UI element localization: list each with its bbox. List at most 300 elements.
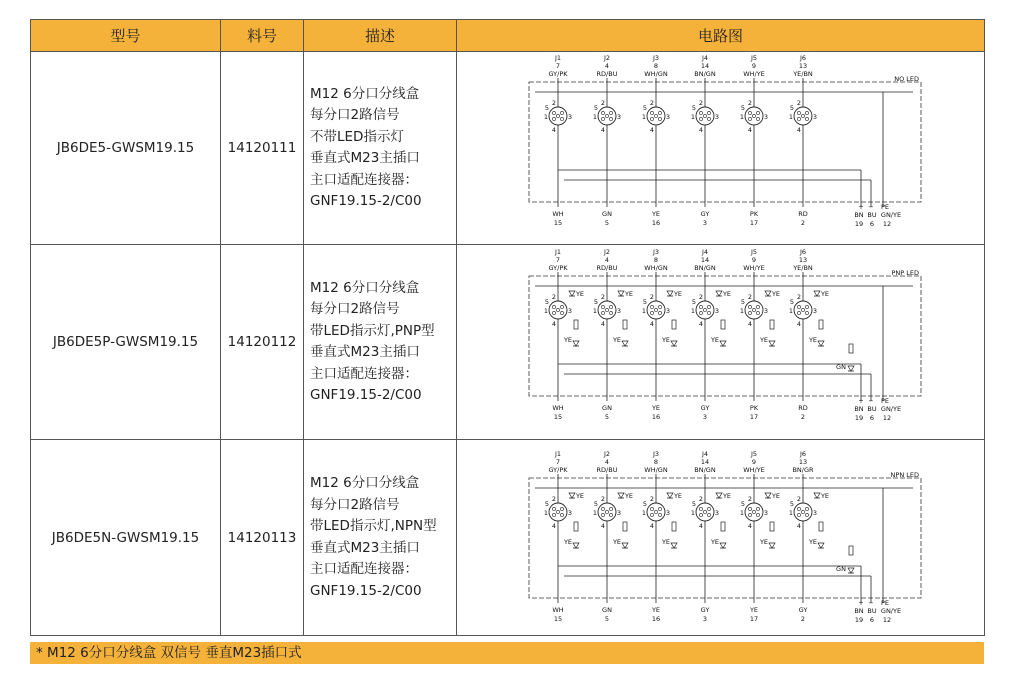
pin-dot-icon	[797, 305, 800, 308]
pin-label: 1	[788, 508, 793, 517]
jack-id-label: J4	[701, 248, 708, 256]
pin-dot-icon	[658, 507, 661, 510]
jack-color-label: GY/PK	[547, 465, 568, 474]
pin-dot-icon	[560, 513, 563, 516]
jack-color-label: WH/YE	[742, 264, 765, 272]
pin-dot-icon	[699, 117, 702, 120]
part-no-cell: 14120112	[221, 245, 304, 440]
pin-dot-icon	[601, 117, 604, 120]
led-diode-icon	[765, 291, 771, 296]
pin-dot-icon	[756, 305, 759, 308]
led-color-label: YE	[771, 290, 780, 298]
pin19-label: 19	[854, 615, 863, 624]
led-diode-icon	[720, 543, 726, 548]
pe-label: PE	[880, 397, 889, 405]
pin-dot-icon	[609, 117, 612, 120]
jack-id-label: J2	[603, 248, 610, 256]
pin-dot-icon	[650, 111, 653, 114]
pin-label: 5	[593, 104, 598, 112]
desc-line: 垂直式M23主插口	[310, 344, 420, 360]
resistor-icon	[672, 320, 676, 329]
pin-label: 2	[698, 494, 703, 503]
jack-pin-label: 14	[700, 256, 709, 264]
led-color-label: YE	[808, 537, 817, 546]
pin-dot-icon	[797, 513, 800, 516]
led-diode-icon	[667, 493, 673, 498]
pin-dot-icon	[805, 513, 808, 516]
jack-pin-label: 4	[604, 457, 609, 466]
pin-dot-icon	[601, 111, 604, 114]
jack-pin-label: 14	[700, 62, 709, 70]
desc-line: GNF19.15-2/C00	[310, 582, 422, 599]
jack-color-label: RD/BU	[596, 465, 617, 474]
output-pin-label: 15	[553, 413, 562, 421]
pin-label: 1	[788, 307, 793, 315]
output-pin-label: 16	[651, 219, 660, 227]
table-row	[31, 52, 985, 245]
power-plus-label: +	[857, 598, 864, 607]
desc-line: 每分口2路信号	[310, 496, 400, 513]
pin-dot-icon	[748, 513, 751, 516]
description-cell	[304, 440, 457, 636]
model-cell: JB6DE5-GWSM19.15	[31, 52, 221, 245]
pin-label: 2	[649, 494, 654, 503]
led-diode-icon	[671, 341, 677, 346]
pin-dot-icon	[703, 510, 706, 513]
led-color-label: YE	[820, 491, 829, 500]
pin-dot-icon	[703, 114, 706, 117]
description-cell	[304, 245, 457, 440]
led-color-label: YE	[661, 336, 670, 344]
jack-id-label: J6	[799, 449, 806, 458]
jack-pin-label: 7	[555, 256, 560, 264]
pin-dot-icon	[650, 513, 653, 516]
pin-dot-icon	[560, 117, 563, 120]
pin-dot-icon	[609, 507, 612, 510]
jack-id-label: J3	[652, 248, 659, 256]
pin-label: 1	[543, 307, 548, 315]
led-diode-icon	[765, 493, 771, 498]
power-minus-label: −	[867, 397, 874, 405]
bn-label: BN	[853, 405, 864, 413]
pin12-label: 12	[882, 414, 891, 422]
pin6-label: 6	[869, 414, 874, 422]
output-pin-label: 17	[749, 614, 758, 623]
pin-dot-icon	[797, 507, 800, 510]
pin-label: 4	[796, 521, 801, 530]
pin-label: 5	[740, 499, 745, 508]
pin-dot-icon	[756, 117, 759, 120]
part-no-cell: 14120113	[221, 440, 304, 636]
jack-color-label: WH/GN	[643, 465, 668, 474]
resistor-icon	[672, 522, 676, 531]
desc-line: 垂直式M23主插口	[310, 539, 420, 556]
jack-pin-label: 13	[798, 62, 807, 70]
jack-color-label: WH/GN	[643, 70, 668, 78]
pin-label: 3	[714, 113, 719, 121]
output-color-label: WH	[551, 404, 564, 412]
jack-id-label: J1	[554, 449, 561, 458]
led-color-label: YE	[612, 336, 621, 344]
resistor-icon	[574, 320, 578, 329]
pin-dot-icon	[707, 513, 710, 516]
jack-pin-label: 8	[653, 256, 658, 264]
jack-color-label: YE/BN	[792, 264, 813, 272]
pin-label: 4	[747, 320, 752, 328]
led-diode-icon	[769, 341, 775, 346]
pin-label: 4	[796, 320, 801, 328]
pin-label: 2	[698, 99, 703, 107]
pin-dot-icon	[748, 117, 751, 120]
led-color-label: GN	[835, 564, 846, 573]
jack-id-label: J6	[799, 54, 806, 62]
gnye-label: GN/YE	[880, 211, 901, 219]
pin-dot-icon	[650, 305, 653, 308]
led-diode-icon	[618, 493, 624, 498]
pin12-label: 12	[882, 220, 891, 228]
resistor-icon	[623, 320, 627, 329]
pin-label: 2	[796, 293, 801, 301]
led-color-label: YE	[673, 491, 682, 500]
pin-label: 2	[747, 293, 752, 301]
desc-line: 主口适配连接器：	[310, 561, 418, 577]
pin-dot-icon	[601, 305, 604, 308]
pin-label: 1	[592, 508, 597, 517]
led-diode-icon	[667, 291, 673, 296]
output-pin-label: 2	[800, 413, 805, 421]
led-color-label: YE	[759, 336, 768, 344]
desc-line: GNF19.15-2/C00	[310, 193, 422, 209]
pin-label: 5	[691, 499, 696, 508]
table-row	[31, 245, 985, 440]
led-diode-icon	[769, 543, 775, 548]
pin-label: 3	[616, 508, 621, 517]
jack-color-label: BN/GR	[791, 465, 814, 474]
table-header-row	[31, 20, 985, 52]
output-pin-label: 3	[702, 219, 707, 227]
pin-label: 5	[593, 499, 598, 508]
pin-label: 5	[740, 104, 745, 112]
jack-pin-label: 9	[751, 62, 756, 70]
pin-dot-icon	[650, 117, 653, 120]
bn-label: BN	[853, 211, 864, 219]
pin-label: 1	[739, 508, 744, 517]
pin-label: 1	[592, 307, 597, 315]
pin-label: 3	[616, 307, 621, 315]
output-pin-label: 5	[604, 413, 609, 421]
led-type-label: PNP LED	[890, 269, 919, 277]
desc-line: GNF19.15-2/C00	[310, 387, 422, 403]
pin-dot-icon	[805, 117, 808, 120]
jack-color-label: RD/BU	[596, 70, 617, 78]
jack-id-label: J5	[750, 449, 757, 458]
pin-dot-icon	[658, 513, 661, 516]
jack-color-label: WH/YE	[742, 70, 765, 78]
pin-label: 1	[641, 508, 646, 517]
desc-line: 每分口2路信号	[310, 301, 400, 317]
jack-pin-label: 7	[555, 62, 560, 70]
pin-label: 1	[641, 307, 646, 315]
pin19-label: 19	[854, 414, 863, 422]
jack-pin-label: 7	[555, 457, 560, 466]
pin-dot-icon	[756, 111, 759, 114]
led-diode-icon	[814, 493, 820, 498]
pin-dot-icon	[699, 513, 702, 516]
output-color-label: RD	[797, 210, 808, 218]
led-diode-icon	[569, 291, 575, 296]
output-color-label: GN	[601, 210, 612, 218]
output-color-label: WH	[551, 210, 564, 218]
output-color-label: GY	[700, 210, 709, 218]
jack-pin-label: 4	[604, 256, 609, 264]
pin6-label: 6	[869, 615, 874, 624]
led-type-label: NO LED	[893, 75, 919, 83]
led-color-label: YE	[575, 290, 584, 298]
pe-label: PE	[880, 598, 889, 607]
pin-dot-icon	[797, 117, 800, 120]
pin-label: 3	[616, 113, 621, 121]
pin-label: 4	[600, 320, 605, 328]
output-color-label: YE	[651, 404, 660, 412]
pin-label: 4	[698, 320, 703, 328]
pin-label: 4	[551, 126, 556, 134]
pin-label: 4	[649, 521, 654, 530]
led-color-label: YE	[624, 491, 633, 500]
bu-label: BU	[866, 606, 877, 615]
pin-label: 2	[551, 99, 556, 107]
pin-label: 4	[698, 521, 703, 530]
pin-label: 3	[812, 113, 817, 121]
pin-label: 3	[763, 508, 768, 517]
pin-label: 4	[747, 126, 752, 134]
pin-dot-icon	[654, 308, 657, 311]
output-color-label: WH	[551, 605, 564, 614]
output-pin-label: 2	[800, 614, 805, 623]
led-color-label: YE	[722, 491, 731, 500]
pin-dot-icon	[552, 305, 555, 308]
pin-label: 2	[747, 99, 752, 107]
pin-dot-icon	[756, 311, 759, 314]
pin-label: 3	[567, 307, 572, 315]
desc-line: 带LED指示灯,NPN型	[310, 518, 437, 534]
pin-dot-icon	[560, 311, 563, 314]
pin-label: 3	[665, 307, 670, 315]
pin-dot-icon	[752, 114, 755, 117]
jack-pin-label: 8	[653, 62, 658, 70]
pin-label: 4	[649, 126, 654, 134]
pin-dot-icon	[601, 507, 604, 510]
pin-dot-icon	[801, 308, 804, 311]
pin-dot-icon	[805, 111, 808, 114]
desc-line: M12 6分口分线盒	[310, 279, 420, 296]
resistor-icon	[721, 320, 725, 329]
pin-label: 5	[789, 104, 794, 112]
pin-dot-icon	[707, 111, 710, 114]
output-pin-label: 15	[553, 614, 562, 623]
power-led-icon	[848, 366, 854, 371]
bu-label: BU	[866, 405, 877, 413]
pin-dot-icon	[707, 507, 710, 510]
pin-dot-icon	[748, 305, 751, 308]
pin-dot-icon	[699, 305, 702, 308]
desc-line: 带LED指示灯,PNP型	[310, 322, 435, 339]
led-diode-icon	[818, 543, 824, 548]
pin-label: 1	[543, 508, 548, 517]
pin6-label: 6	[869, 220, 874, 228]
pin-label: 5	[691, 104, 696, 112]
pin-label: 1	[739, 113, 744, 121]
pin-label: 2	[796, 99, 801, 107]
led-diode-icon	[814, 291, 820, 296]
pin-dot-icon	[556, 510, 559, 513]
pin-label: 5	[642, 104, 647, 112]
pin-dot-icon	[552, 117, 555, 120]
pin-label: 2	[551, 293, 556, 301]
pin-dot-icon	[658, 117, 661, 120]
pin-label: 2	[600, 494, 605, 503]
led-color-label: YE	[624, 290, 633, 298]
pin-label: 3	[665, 508, 670, 517]
pin-dot-icon	[756, 513, 759, 516]
led-color-label: YE	[722, 290, 731, 298]
pin-dot-icon	[552, 111, 555, 114]
pin-label: 1	[739, 307, 744, 315]
resistor-icon	[770, 522, 774, 531]
pin-label: 5	[544, 298, 549, 306]
output-color-label: GY	[700, 404, 709, 412]
wiring-diagram-pnp-led	[511, 248, 931, 436]
power-minus-label: −	[867, 203, 874, 211]
pin-label: 5	[544, 104, 549, 112]
wiring-diagram-no-led	[511, 54, 931, 242]
pin-dot-icon	[699, 311, 702, 314]
pin-label: 1	[788, 113, 793, 121]
led-color-label: YE	[661, 537, 670, 546]
led-diode-icon	[569, 493, 575, 498]
pin-dot-icon	[556, 308, 559, 311]
pin-label: 5	[593, 298, 598, 306]
pin-dot-icon	[605, 114, 608, 117]
table-row	[31, 440, 985, 636]
led-color-label: YE	[563, 336, 572, 344]
jack-pin-label: 9	[751, 256, 756, 264]
circuit-cell	[457, 440, 985, 636]
pin-dot-icon	[752, 308, 755, 311]
pin-label: 3	[763, 307, 768, 315]
jack-id-label: J3	[652, 54, 659, 62]
resistor-icon	[623, 522, 627, 531]
pin-label: 1	[543, 113, 548, 121]
jack-id-label: J2	[603, 54, 610, 62]
resistor-icon	[849, 344, 853, 353]
led-type-label: NPN LED	[890, 470, 919, 479]
jack-color-label: WH/GN	[643, 264, 668, 272]
pin-dot-icon	[658, 305, 661, 308]
pin-label: 3	[665, 113, 670, 121]
output-pin-label: 3	[702, 614, 707, 623]
resistor-icon	[819, 320, 823, 329]
pin-label: 2	[649, 99, 654, 107]
header-description: 描述	[304, 20, 457, 52]
pin-dot-icon	[707, 117, 710, 120]
power-led-icon	[848, 568, 854, 573]
jack-color-label: YE/BN	[792, 70, 813, 78]
led-diode-icon	[622, 341, 628, 346]
jack-pin-label: 14	[700, 457, 709, 466]
pin-label: 2	[600, 293, 605, 301]
pin-dot-icon	[609, 111, 612, 114]
power-plus-label: +	[857, 397, 864, 405]
circuit-cell	[457, 52, 985, 245]
led-color-label: YE	[612, 537, 621, 546]
pin-label: 1	[690, 508, 695, 517]
product-table	[30, 19, 985, 636]
pin-label: 1	[690, 307, 695, 315]
part-no-cell: 14120111	[221, 52, 304, 245]
desc-line: 主口适配连接器：	[310, 365, 418, 382]
output-color-label: GN	[601, 605, 612, 614]
jack-id-label: J5	[750, 54, 757, 62]
pin-dot-icon	[609, 513, 612, 516]
led-color-label: YE	[771, 491, 780, 500]
pin-dot-icon	[805, 311, 808, 314]
pin-dot-icon	[805, 305, 808, 308]
jack-id-label: J4	[701, 54, 708, 62]
pin-label: 4	[600, 521, 605, 530]
output-pin-label: 16	[651, 614, 660, 623]
desc-line: 主口适配连接器：	[310, 171, 418, 188]
jack-color-label: BN/GN	[693, 465, 716, 474]
jack-pin-label: 8	[653, 457, 658, 466]
gnye-label: GN/YE	[880, 405, 901, 413]
pin-dot-icon	[703, 308, 706, 311]
jack-pin-label: 4	[604, 62, 609, 70]
jack-id-label: J6	[799, 248, 806, 256]
jack-color-label: GY/PK	[547, 70, 568, 78]
led-color-label: YE	[710, 537, 719, 546]
pin-label: 3	[812, 307, 817, 315]
footer-note: * M12 6分口分线盒 双信号 垂直M23插口式	[30, 642, 984, 664]
pin-label: 3	[812, 508, 817, 517]
led-diode-icon	[671, 543, 677, 548]
pin-dot-icon	[601, 311, 604, 314]
output-pin-label: 3	[702, 413, 707, 421]
jack-color-label: BN/GN	[693, 264, 716, 272]
pin-label: 2	[796, 494, 801, 503]
pin-dot-icon	[756, 507, 759, 510]
led-diode-icon	[716, 291, 722, 296]
pin-label: 4	[649, 320, 654, 328]
output-pin-label: 17	[749, 413, 758, 421]
output-color-label: YE	[651, 210, 660, 218]
output-color-label: GY	[700, 605, 709, 614]
led-color-label: GN	[835, 363, 846, 371]
output-color-label: GN	[601, 404, 612, 412]
led-diode-icon	[618, 291, 624, 296]
description-cell	[304, 52, 457, 245]
pin-dot-icon	[601, 513, 604, 516]
pin-label: 5	[544, 499, 549, 508]
pin-dot-icon	[605, 510, 608, 513]
gnye-label: GN/YE	[880, 606, 901, 615]
desc-line: 垂直式M23主插口	[310, 150, 420, 166]
pin-dot-icon	[556, 114, 559, 117]
led-color-label: YE	[759, 537, 768, 546]
output-color-label: GY	[798, 605, 807, 614]
pin-label: 3	[714, 307, 719, 315]
pin-label: 4	[698, 126, 703, 134]
output-color-label: RD	[797, 404, 808, 412]
